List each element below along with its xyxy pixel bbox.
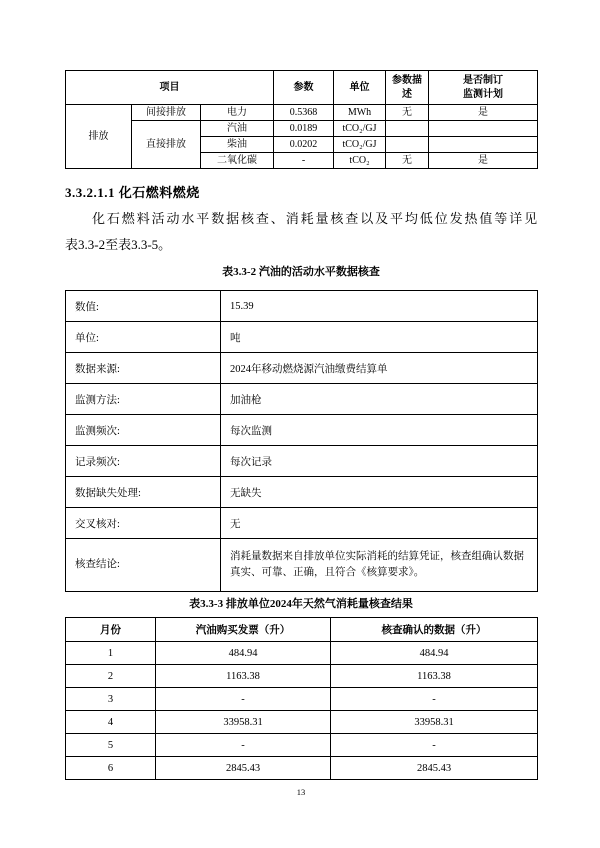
section-heading: 3.3.2.1.1 化石燃料燃烧 (65, 185, 200, 200)
table-header-row (66, 618, 538, 642)
cell-name: 二氧化碳 (201, 153, 274, 169)
row-value: 15.39 (221, 291, 538, 322)
cell-plan: 是 (429, 105, 538, 121)
header-month: 月份 (66, 618, 156, 642)
cell-month: 6 (66, 757, 156, 780)
cell-plan: 是 (429, 153, 538, 169)
header-monitor-plan-line1: 是否制订 (463, 75, 503, 86)
cell-name: 汽油 (201, 121, 274, 137)
row-record-frequency (66, 446, 538, 477)
row-value: 消耗量数据来自排放单位实际消耗的结算凭证，核查组确认数据真实、可靠、正确，且符合《核算要求》。 (221, 539, 538, 592)
cell-desc: 无 (386, 105, 429, 121)
cell-scope-indirect: 间接排放 (132, 105, 201, 121)
row-cross-check (66, 508, 538, 539)
header-param-desc (386, 71, 429, 105)
month-row (66, 734, 538, 757)
cell-desc: 无 (386, 153, 429, 169)
row-value: 每次记录 (221, 446, 538, 477)
cell-plan (429, 121, 538, 137)
page-content (65, 70, 540, 797)
cell-verified: 1163.38 (331, 665, 538, 688)
row-value: 2024年移动燃烧源汽油缴费结算单 (221, 353, 538, 384)
row-label: 单位: (66, 322, 221, 353)
row-label: 监测方法: (66, 384, 221, 415)
cell-verified: - (331, 734, 538, 757)
cell-month: 3 (66, 688, 156, 711)
row-label: 数值: (66, 291, 221, 322)
header-param: 参数 (274, 71, 334, 105)
cell-unit: tCO₂ (334, 153, 386, 169)
cell-month: 5 (66, 734, 156, 757)
cell-param: 0.0202 (274, 137, 334, 153)
row-value: 每次监测 (221, 415, 538, 446)
cell-invoice: 2845.43 (156, 757, 331, 780)
header-verified: 核查确认的数据（升） (331, 618, 538, 642)
row-missing-data (66, 477, 538, 508)
row-data-source (66, 353, 538, 384)
cell-verified: 33958.31 (331, 711, 538, 734)
cell-param: 0.0189 (274, 121, 334, 137)
row-label: 核查结论: (66, 539, 221, 592)
cell-desc (386, 121, 429, 137)
table-3-3-2-caption: 表3.3-2 汽油的活动水平数据核查 (222, 266, 380, 278)
cell-unit: tCO₂/GJ (334, 137, 386, 153)
header-param-desc-line1: 参数描 (392, 75, 422, 86)
header-monitor-plan-line2: 监测计划 (463, 88, 503, 100)
cell-month: 1 (66, 642, 156, 665)
table-row-electricity (66, 105, 538, 121)
header-unit: 单位 (334, 71, 386, 105)
row-value: 无 (221, 508, 538, 539)
cell-scope-direct: 直接排放 (132, 121, 201, 169)
cell-name: 柴油 (201, 137, 274, 153)
row-label: 数据来源: (66, 353, 221, 384)
cell-verified: 2845.43 (331, 757, 538, 780)
cell-invoice: 1163.38 (156, 665, 331, 688)
header-monitor-plan (429, 71, 538, 105)
row-value: 吨 (221, 322, 538, 353)
paragraph-line1: 化石燃料活动水平数据核查、消耗量核查以及平均低位发热值等详见 (92, 211, 540, 226)
row-unit (66, 322, 538, 353)
row-value (66, 291, 538, 322)
row-conclusion (66, 539, 538, 592)
cell-unit: tCO₂/GJ (334, 121, 386, 137)
monthly-consumption-table (65, 617, 538, 780)
header-param-desc-line2: 述 (402, 88, 412, 100)
table-header-row (66, 71, 538, 105)
cell-name: 电力 (201, 105, 274, 121)
cell-unit: MWh (334, 105, 386, 121)
cell-invoice: - (156, 734, 331, 757)
table-3-3-3-caption: 表3.3-3 排放单位2024年天然气消耗量核查结果 (189, 598, 413, 610)
month-row (66, 665, 538, 688)
gasoline-activity-table (65, 290, 538, 592)
cell-param: - (274, 153, 334, 169)
month-row (66, 711, 538, 734)
row-label: 记录频次: (66, 446, 221, 477)
cell-month: 2 (66, 665, 156, 688)
row-value: 加油枪 (221, 384, 538, 415)
page-number: 13 (296, 787, 306, 797)
header-invoice: 汽油购买发票（升） (156, 618, 331, 642)
row-monitor-frequency (66, 415, 538, 446)
emission-parameters-table (65, 70, 538, 169)
month-row (66, 688, 538, 711)
month-row (66, 757, 538, 780)
cell-month: 4 (66, 711, 156, 734)
row-label: 交叉核对: (66, 508, 221, 539)
row-monitor-method (66, 384, 538, 415)
cell-group-emission: 排放 (66, 105, 132, 169)
cell-verified: 484.94 (331, 642, 538, 665)
row-label: 数据缺失处理: (66, 477, 221, 508)
header-item: 项目 (66, 71, 274, 105)
row-value: 无缺失 (221, 477, 538, 508)
row-label: 监测频次: (66, 415, 221, 446)
cell-plan (429, 137, 538, 153)
cell-desc (386, 137, 429, 153)
paragraph-line2: 表3.3-2至表3.3-5。 (65, 237, 172, 252)
cell-param: 0.5368 (274, 105, 334, 121)
cell-verified: - (331, 688, 538, 711)
table-row-gasoline (66, 121, 538, 137)
cell-invoice: 484.94 (156, 642, 331, 665)
month-row (66, 642, 538, 665)
cell-invoice: - (156, 688, 331, 711)
cell-invoice: 33958.31 (156, 711, 331, 734)
